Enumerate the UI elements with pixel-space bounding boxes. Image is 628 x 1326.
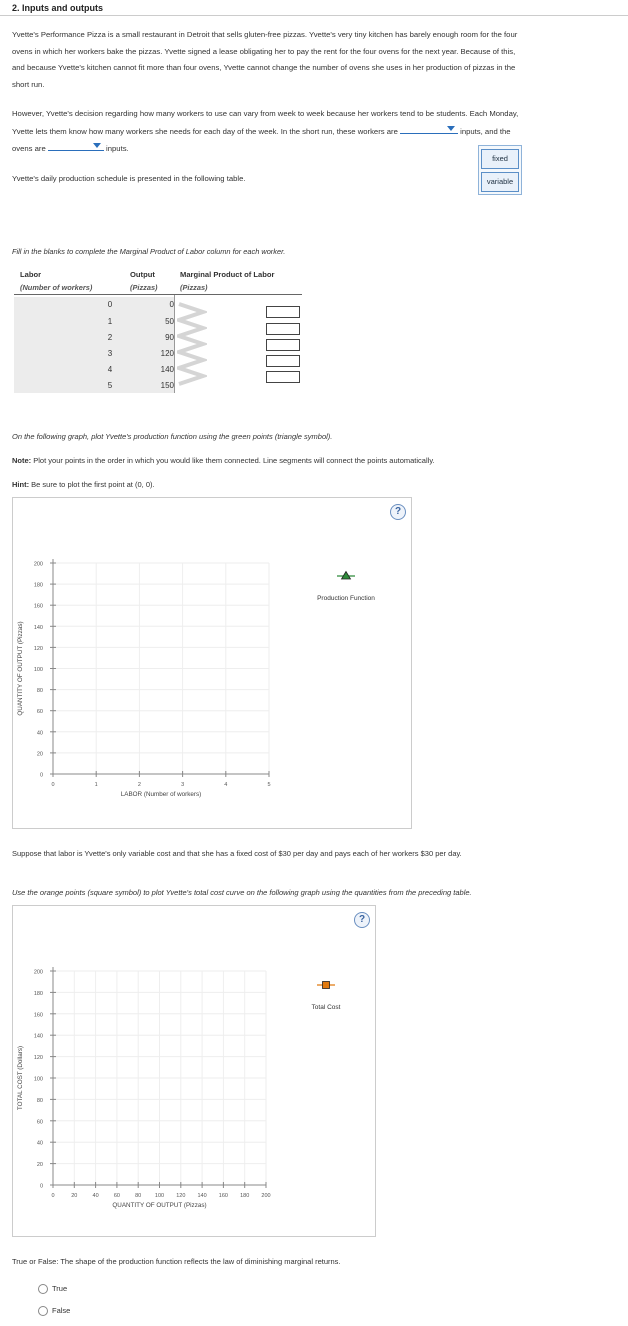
x-tick-label: 2 [137,782,141,788]
x-tick-label: 3 [181,782,185,788]
dropdown-option-variable[interactable]: variable [481,172,519,192]
radio-false[interactable] [38,1306,48,1316]
workers-line-1: However, Yvette's decision regarding how many workers to use can vary from week to week because her workers tend to be students. Each Monday, [12,109,519,118]
note-text: Plot your points in the order in which you would like them connected. Line segments will connect the points automatically. [33,456,435,465]
x-tick-label: 20 [71,1193,78,1199]
mpl-input-worker-1[interactable] [266,306,300,318]
x-tick-label: 1 [94,782,98,788]
hint-text: Be sure to plot the first point at (0, 0). [31,480,155,489]
table-instruction: Fill in the blanks to complete the Marginal Product of Labor column for each worker. [12,247,286,256]
chevron-down-icon [447,126,455,131]
output-cell: 150 [160,381,174,390]
y-tick-label: 80 [36,688,43,695]
x-tick-label: 180 [240,1193,250,1199]
intro-line: and because Yvette's kitchen cannot fit more than four ovens, Yvette cannot change the number of ovens she uses in her production of pizzas in the [12,63,516,72]
output-cell: 0 [169,300,174,309]
graph1-instruction: On the following graph, plot Yvette's production function using the green points (triangle symbol). [12,432,333,441]
zigzag-connector [177,300,207,392]
radio-true[interactable] [38,1284,48,1294]
y-tick-label: 40 [36,730,43,737]
labor-cell: 0 [107,300,113,309]
y-tick-label: 160 [33,603,43,610]
table-body-shading [14,297,174,393]
section-title: 2. Inputs and outputs [12,3,103,13]
production-function-graph[interactable] [12,497,410,827]
intro-line: Yvette's Performance Pizza is a small restaurant in Detroit that sells gluten-free pizzas. Yvette's very tiny kitchen has barely enough room for the four [12,30,518,39]
total-cost-graph[interactable] [12,905,374,1235]
table-column-divider [174,295,175,393]
x-tick-label: 200 [261,1193,271,1199]
y-tick-label: 0 [39,1183,43,1190]
x-tick-label: 5 [267,782,271,788]
labor-cell: 3 [107,349,113,358]
answer-false-label: False [52,1306,71,1315]
mpl-input-worker-3[interactable] [266,339,300,351]
col-header-mpl: Marginal Product of Labor [180,270,275,279]
help-icon[interactable]: ? [390,504,406,520]
output-cell: 140 [160,365,174,374]
labor-cell: 5 [107,381,113,390]
labor-cell: 1 [107,317,113,326]
legend-label: Production Function [317,595,375,602]
x-tick-label: 160 [218,1193,228,1199]
col-header-output: Output [130,270,155,279]
y-axis-title: TOTAL COST (Dollars) [17,1045,24,1111]
workers-line-2: Yvette lets them know how many workers she needs for each day of the week. In the short run, these workers are inputs, and the [12,123,618,141]
intro-paragraph [12,27,618,93]
y-tick-label: 100 [33,667,43,673]
y-tick-label: 60 [36,709,43,716]
y-tick-label: 200 [33,969,43,976]
output-cell: 90 [165,333,174,342]
col-subheader-output: (Pizzas) [130,283,158,292]
y-tick-label: 80 [36,1097,43,1104]
note-label: Note: [12,456,32,465]
output-cell: 50 [165,317,174,326]
workers-input-type-dropdown[interactable] [400,123,458,134]
y-axis-title: QUANTITY OF OUTPUT (Pizzas) [17,621,24,716]
chevron-down-icon [93,143,101,148]
labor-cell: 2 [107,333,113,342]
y-tick-label: 20 [36,1162,43,1169]
y-tick-label: 180 [33,582,43,589]
mpl-input-worker-2[interactable] [266,323,300,335]
y-tick-label: 160 [33,1012,43,1019]
note-line [12,456,435,465]
output-cell: 120 [160,349,174,358]
workers-paragraph [12,106,618,158]
y-tick-label: 40 [36,1140,43,1147]
hint-line [12,480,155,489]
true-false-question: True or False: The shape of the production function reflects the law of diminishing marginal returns. [12,1257,341,1266]
legend-triangle-marker [342,572,351,580]
mpl-input-worker-4[interactable] [266,355,300,367]
x-axis-title: LABOR (Number of workers) [120,791,202,798]
legend-label: Total Cost [311,1004,341,1011]
x-tick-label: 40 [92,1193,99,1199]
col-subheader-labor: (Number of workers) [20,283,93,292]
answer-true-label: True [52,1284,68,1293]
y-tick-label: 120 [33,645,43,652]
dropdown-options-popup [478,145,522,195]
x-tick-label: 80 [135,1193,142,1199]
table-header-rule [14,294,302,295]
x-tick-label: 140 [197,1193,207,1199]
y-tick-label: 140 [33,1033,43,1040]
dropdown-option-fixed[interactable]: fixed [481,149,519,169]
y-tick-label: 100 [33,1076,43,1083]
workers-line-3: ovens are inputs. [12,140,618,158]
intro-line: ovens in which her workers bake the pizzas. Yvette signed a lease obligating her to pay the rent for the four ovens for the next year. Because of this, [12,46,516,56]
y-tick-label: 120 [33,1055,43,1062]
title-divider [0,15,628,16]
help-icon[interactable]: ? [354,912,370,928]
y-tick-label: 20 [36,751,43,758]
col-subheader-mpl: (Pizzas) [180,283,208,292]
y-tick-label: 140 [33,624,43,631]
y-tick-label: 0 [39,772,43,779]
x-axis-title: QUANTITY OF OUTPUT (Pizzas) [112,1202,207,1209]
intro-line: short run. [12,79,45,89]
x-tick-label: 0 [51,1193,55,1199]
cost-sentence: Suppose that labor is Yvette's only variable cost and that she has a fixed cost of $30 per day and pays each of her workers $30 per day. [12,849,462,858]
y-tick-label: 200 [33,561,43,568]
x-tick-label: 100 [154,1193,165,1199]
graph2-instruction: Use the orange points (square symbol) to plot Yvette's total cost curve on the following graph using the quantities from the preceding table. [12,888,472,897]
hint-label: Hint: [12,480,30,489]
legend-square-marker [323,982,330,989]
y-tick-label: 180 [33,990,43,997]
labor-cell: 4 [107,365,113,374]
ovens-input-type-dropdown[interactable] [48,140,104,151]
x-tick-label: 0 [51,782,55,788]
mpl-input-worker-5[interactable] [266,371,300,383]
x-tick-label: 120 [176,1193,186,1199]
x-tick-label: 4 [224,782,228,788]
x-tick-label: 60 [113,1193,120,1199]
y-tick-label: 60 [36,1119,43,1126]
col-header-labor: Labor [20,270,42,279]
schedule-intro: Yvette's daily production schedule is presented in the following table. [12,174,246,183]
